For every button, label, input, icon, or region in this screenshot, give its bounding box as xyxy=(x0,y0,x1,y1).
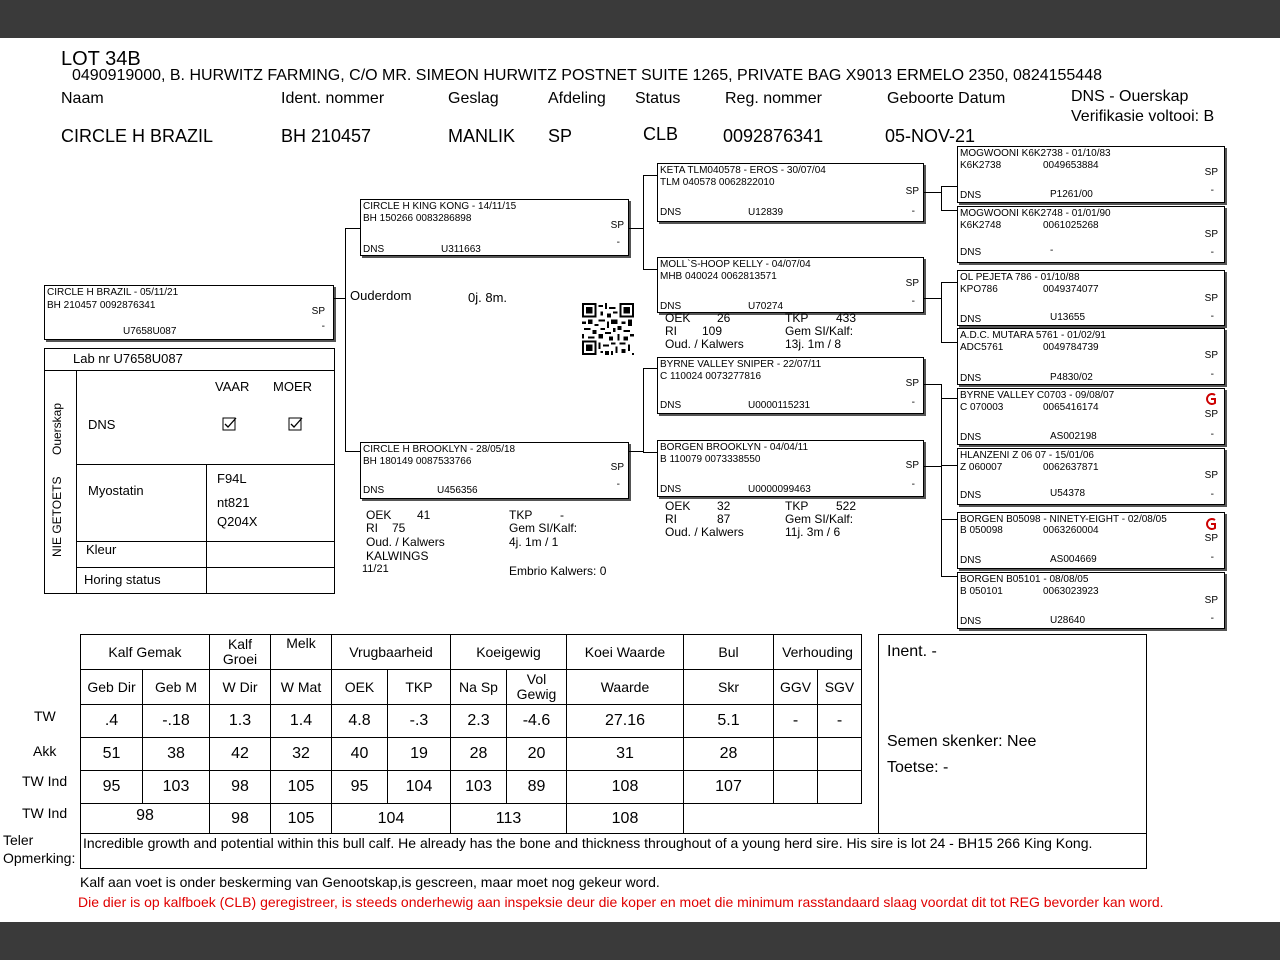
dam-ri-val: 75 xyxy=(392,521,406,535)
ggp-num: 0049374077 xyxy=(1043,284,1099,295)
gp-dns: DNS xyxy=(660,301,682,312)
ggp-id: C 070003 xyxy=(960,402,1004,413)
ggp-code: AS002198 xyxy=(1050,431,1097,442)
gp-dash: - xyxy=(911,479,915,490)
ebv-cell: 28 xyxy=(684,738,774,771)
ebv-cell xyxy=(774,738,818,771)
ebv-cell: 1.3 xyxy=(210,705,271,738)
ebv-cell: 108 xyxy=(567,771,684,804)
gp4-gem-label: Gem SI/Kalf: xyxy=(785,512,854,526)
ebv-cell: .4 xyxy=(81,705,143,738)
ebv-cell: 95 xyxy=(332,771,388,804)
ggp-dash: - xyxy=(1210,552,1214,563)
val-geboorte: 05-NOV-21 xyxy=(885,126,976,146)
inent: Inent. - xyxy=(887,643,937,660)
col-reg: Reg. nommer xyxy=(725,90,822,107)
dam-tkp-label: TKP xyxy=(509,508,533,522)
ebv-group-header: Koei Waarde xyxy=(567,635,684,670)
ebv-index-cell: 113 xyxy=(451,804,567,834)
ggp-code: - xyxy=(1050,245,1054,256)
dam-tkp-val: - xyxy=(560,508,564,522)
gp2-oek-val: 26 xyxy=(717,311,731,325)
gp4-oek-label: OEK xyxy=(665,499,691,513)
ebv-cell: 31 xyxy=(567,738,684,771)
dam-sp: SP xyxy=(610,462,624,473)
ggp-dash: - xyxy=(1210,369,1214,380)
opmerking-label: Opmerking: xyxy=(3,850,76,866)
ggp-box-4 xyxy=(957,328,1225,385)
myostatin-val-3: Q204X xyxy=(217,514,258,529)
ouderdom-label: Ouderdom xyxy=(350,288,412,303)
table-row xyxy=(81,705,862,738)
gp4-tkp-label: TKP xyxy=(785,499,809,513)
gp-box-3 xyxy=(657,357,924,414)
gp2-oud-label: Oud. / Kalwers xyxy=(665,337,744,351)
sire-dash: - xyxy=(616,237,620,248)
gp-id: B 110079 0073338550 xyxy=(660,454,761,465)
gp-title: MOLL`S-HOOP KELLY - 04/07/04 xyxy=(660,259,811,270)
animal-title: CIRCLE H BRAZIL - 05/11/21 xyxy=(47,287,179,298)
dam-embrio: Embrio Kalwers: 0 xyxy=(509,564,607,578)
teler-label: Teler xyxy=(3,832,34,848)
dam-kalwings-date: 11/21 xyxy=(362,563,389,575)
ggp-code: P4830/02 xyxy=(1050,372,1093,383)
ggp-id: B 050101 xyxy=(960,586,1003,597)
col-geslag: Geslag xyxy=(448,90,499,107)
lab-box xyxy=(44,348,335,594)
gp-box-2 xyxy=(657,257,924,313)
ggp-dns: DNS xyxy=(960,432,982,443)
ebv-cell: 38 xyxy=(143,738,210,771)
ebv-sub-header: TKP xyxy=(388,670,451,705)
ggp-box-1 xyxy=(957,146,1225,203)
dam-gem-label: Gem SI/Kalf: xyxy=(509,521,578,535)
gp4-gem-val: 11j. 3m / 6 xyxy=(785,525,841,539)
ouderdom-value: 0j. 8m. xyxy=(468,290,508,305)
col-afdeling: Afdeling xyxy=(548,90,606,107)
ouerskap-vlabel: Ouerskap xyxy=(50,402,64,455)
val-reg: 0092876341 xyxy=(723,126,824,146)
gp-dash: - xyxy=(911,296,915,307)
ebv-sub-header: Na Sp xyxy=(451,670,507,705)
ebv-cell: 89 xyxy=(507,771,567,804)
ggp-code: U13655 xyxy=(1050,312,1086,323)
gp-title: BORGEN BROOKLYN - 04/04/11 xyxy=(660,442,809,453)
ggp-dns: DNS xyxy=(960,555,982,566)
sire-id: BH 150266 0083286898 xyxy=(363,213,472,224)
dam-kalwings: KALWINGS xyxy=(366,549,429,563)
sire-dns: DNS xyxy=(363,244,385,255)
ggp-id: K6K2748 xyxy=(960,220,1002,231)
ggp-code: P1261/00 xyxy=(1050,189,1093,200)
ebv-sub-header: SGV xyxy=(818,670,862,705)
dam-id: BH 180149 0087533766 xyxy=(363,456,472,467)
ggp-num: 0049784739 xyxy=(1043,342,1099,353)
ggp-title: HLANZENI Z 06 07 - 15/01/06 xyxy=(960,450,1094,461)
ebv-group-header: Kalf Groei xyxy=(210,635,271,670)
row-label-tw-ind-2: TW Ind xyxy=(22,805,68,821)
gp-dns: DNS xyxy=(660,207,682,218)
gp-dash: - xyxy=(911,206,915,217)
gp2-ri-val: 109 xyxy=(702,324,723,338)
ebv-sub-header: W Mat xyxy=(271,670,332,705)
ebv-group-header: Verhouding xyxy=(774,635,862,670)
ggp-num: 0061025268 xyxy=(1043,220,1099,231)
table-row xyxy=(81,738,862,771)
ebv-cell: 1.4 xyxy=(271,705,332,738)
vaar-checkbox-icon xyxy=(222,417,238,433)
ggp-num: 0062637871 xyxy=(1043,462,1099,473)
dam-dash: - xyxy=(616,479,620,490)
ggp-box-6 xyxy=(957,448,1225,505)
ebv-cell: - xyxy=(818,705,862,738)
ebv-cell: 5.1 xyxy=(684,705,774,738)
val-status: CLB xyxy=(643,124,679,144)
remarks-box xyxy=(80,833,1147,869)
gp-title: KETA TLM040578 - EROS - 30/07/04 xyxy=(660,165,826,176)
gp-code: U0000099463 xyxy=(748,484,811,495)
row-label-tw-ind: TW Ind xyxy=(22,773,68,789)
ebv-cell: 4.8 xyxy=(332,705,388,738)
ggp-box-2 xyxy=(957,206,1225,263)
dam-dns: DNS xyxy=(363,485,385,496)
ggp-dash: - xyxy=(1210,489,1214,500)
col-naam: Naam xyxy=(61,90,104,107)
gp-id: MHB 040024 0062813571 xyxy=(660,271,777,282)
dam-oek-val: 41 xyxy=(417,508,431,522)
ggp-sp: SP xyxy=(1204,595,1218,606)
ggp-dash: - xyxy=(1210,311,1214,322)
semen-skenker: Semen skenker: Nee xyxy=(887,733,1037,750)
row-label-akk: Akk xyxy=(33,743,57,759)
ggp-sp: SP xyxy=(1204,293,1218,304)
ebv-sub-header: W Dir xyxy=(210,670,271,705)
ggp-id: K6K2738 xyxy=(960,160,1002,171)
dns-label: DNS xyxy=(88,417,116,432)
footer-note: Kalf aan voet is onder beskerming van Genootskap,is gescreen, maar moet nog gekeur word. xyxy=(80,874,660,890)
table-row xyxy=(81,771,862,804)
ggp-box-8 xyxy=(957,572,1225,629)
ggp-code: U54378 xyxy=(1050,488,1086,499)
ggp-title: MOGWOONI K6K2738 - 01/10/83 xyxy=(960,148,1111,159)
myostatin-val-2: nt821 xyxy=(217,495,250,510)
ebv-cell: 107 xyxy=(684,771,774,804)
ebv-cell: 103 xyxy=(143,771,210,804)
ggp-sp: SP xyxy=(1204,350,1218,361)
ebv-cell xyxy=(774,771,818,804)
gp-box-1 xyxy=(657,163,924,222)
gp-dns: DNS xyxy=(660,484,682,495)
gp-code: U70274 xyxy=(748,301,784,312)
sire-box xyxy=(360,199,629,256)
gp2-ri-label: RI xyxy=(665,324,677,338)
ebv-table xyxy=(80,634,862,834)
ggp-sp: SP xyxy=(1204,167,1218,178)
footer-warning: Die dier is op kalfboek (CLB) geregistreer, is steeds onderhewig aan inspeksie deur die koper en moet die minimum rasstandaard slaag voordat dit tot REG bevorder kan word. xyxy=(78,894,1164,910)
dam-title: CIRCLE H BROOKLYN - 28/05/18 xyxy=(363,444,516,455)
gp2-gem-val: 13j. 1m / 8 xyxy=(785,337,842,351)
dam-oek-label: OEK xyxy=(366,508,392,522)
ggp-code: U28640 xyxy=(1050,615,1086,626)
ebv-index-cell: 98 xyxy=(81,804,210,834)
gp-sp: SP xyxy=(905,278,919,289)
ebv-sub-header: Geb M xyxy=(143,670,210,705)
gp-title: BYRNE VALLEY SNIPER - 22/07/11 xyxy=(660,359,822,370)
verifikasie: Verifikasie voltooi: B xyxy=(1071,108,1215,125)
ebv-cell: 42 xyxy=(210,738,271,771)
ggp-sp: SP xyxy=(1204,533,1218,544)
dam-code: U456356 xyxy=(437,485,478,496)
sire-sp: SP xyxy=(610,220,624,231)
ggp-dns: DNS xyxy=(960,190,982,201)
ebv-sub-header: Geb Dir xyxy=(81,670,143,705)
animal-id: BH 210457 0092876341 xyxy=(47,300,156,311)
ebv-sub-header: Waarde xyxy=(567,670,684,705)
gp4-tkp-val: 522 xyxy=(836,499,857,513)
gp4-ri-val: 87 xyxy=(717,512,731,526)
ebv-index-cell: 98 xyxy=(210,804,271,834)
ggp-id: B 050098 xyxy=(960,525,1003,536)
kleur-label: Kleur xyxy=(86,542,117,557)
moer-label: MOER xyxy=(273,379,312,394)
row-label-tw: TW xyxy=(34,708,56,724)
ggp-dns: DNS xyxy=(960,247,982,258)
gp-sp: SP xyxy=(905,378,919,389)
ebv-group-header: Bul xyxy=(684,635,774,670)
bottom-bar xyxy=(0,922,1280,960)
animal-code: U7658U087 xyxy=(123,326,177,337)
ggp-dash: - xyxy=(1210,429,1214,440)
ebv-cell: 27.16 xyxy=(567,705,684,738)
dam-oud-label: Oud. / Kalwers xyxy=(366,535,445,549)
ggp-title: BYRNE VALLEY C0703 - 09/08/07 xyxy=(960,390,1115,401)
myostatin-val-1: F94L xyxy=(217,471,247,486)
dam-gem-val: 4j. 1m / 1 xyxy=(509,535,559,549)
ebv-index-cell: 105 xyxy=(271,804,332,834)
gp2-tkp-val: 433 xyxy=(836,311,857,325)
nie-getoets-vlabel: NIE GETOETS xyxy=(50,476,64,557)
ggp-dns: DNS xyxy=(960,616,982,627)
ggp-box-3 xyxy=(957,270,1225,326)
ggp-dns: DNS xyxy=(960,490,982,501)
ebv-cell: -.18 xyxy=(143,705,210,738)
ebv-cell: -.3 xyxy=(388,705,451,738)
ggp-id: ADC5761 xyxy=(960,342,1004,353)
ggp-dash: - xyxy=(1210,613,1214,624)
val-afdeling: SP xyxy=(548,126,573,146)
toetse: Toetse: - xyxy=(887,759,949,776)
lot-number: LOT 34B xyxy=(61,48,141,70)
animal-box xyxy=(44,285,334,340)
ggp-code: AS004669 xyxy=(1050,554,1097,565)
ebv-cell: 2.3 xyxy=(451,705,507,738)
ggp-num: 0065416174 xyxy=(1043,402,1099,413)
col-ident: Ident. nommer xyxy=(281,90,385,107)
gp2-gem-label: Gem SI/Kalf: xyxy=(785,324,854,338)
gp-box-4 xyxy=(657,440,924,497)
ebv-cell: 32 xyxy=(271,738,332,771)
sire-code: U311663 xyxy=(441,244,481,255)
ggp-sp: SP xyxy=(1204,229,1218,240)
ggp-box-5 xyxy=(957,388,1225,445)
ebv-cell: 19 xyxy=(388,738,451,771)
animal-sp: SP xyxy=(311,306,325,317)
lab-nr: Lab nr U7658U087 xyxy=(73,351,183,366)
ebv-index-cell: 108 xyxy=(567,804,684,834)
ebv-cell xyxy=(818,771,862,804)
ebv-cell: 105 xyxy=(271,771,332,804)
col-geboorte: Geboorte Datum xyxy=(887,90,1006,107)
ggp-title: BORGEN B05098 - NINETY-EIGHT - 02/08/05 xyxy=(960,514,1167,525)
ggp-num: 0063260004 xyxy=(1043,525,1099,536)
ebv-cell: 103 xyxy=(451,771,507,804)
sire-title: CIRCLE H KING KONG - 14/11/15 xyxy=(363,201,517,212)
ggp-sp: SP xyxy=(1204,470,1218,481)
ebv-group-header: Koeigewig xyxy=(451,635,567,670)
moer-checkbox-icon xyxy=(288,417,304,433)
ebv-group-header: Melk xyxy=(271,635,332,670)
remarks-text: Incredible growth and potential within this bull calf. He already has the bone and thickness throughout of a young herd sire. His sire is lot 24 - BH15 266 King Kong. xyxy=(83,835,1093,851)
ggp-title: A.D.C. MUTARA 5761 - 01/02/91 xyxy=(960,330,1106,341)
ebv-cell: 28 xyxy=(451,738,507,771)
ebv-index-cell: 104 xyxy=(332,804,451,834)
top-bar xyxy=(0,0,1280,38)
val-ident: BH 210457 xyxy=(281,126,372,146)
animal-dash: - xyxy=(321,321,325,332)
ebv-cell: 104 xyxy=(388,771,451,804)
myostatin-label: Myostatin xyxy=(88,483,144,498)
ggp-title: BORGEN B05101 - 08/08/05 xyxy=(960,574,1089,585)
ggp-id: Z 060007 xyxy=(960,462,1003,473)
dns-ouerskap-label: DNS - Ouerskap xyxy=(1071,88,1189,105)
col-status: Status xyxy=(635,90,681,107)
gp4-ri-label: RI xyxy=(665,512,677,526)
ggp-title: OL PEJETA 786 - 01/10/88 xyxy=(960,272,1080,283)
ebv-cell: 20 xyxy=(507,738,567,771)
ebv-cell: 98 xyxy=(210,771,271,804)
gp-code: U12839 xyxy=(748,207,784,218)
gp-id: TLM 040578 0062822010 xyxy=(660,177,775,188)
gp4-oud-label: Oud. / Kalwers xyxy=(665,525,744,539)
ebv-cell xyxy=(818,738,862,771)
ggp-dns: DNS xyxy=(960,373,982,384)
ebv-sub-header: OEK xyxy=(332,670,388,705)
gp-dns: DNS xyxy=(660,400,682,411)
ebv-cell: -4.6 xyxy=(507,705,567,738)
ebv-sub-header: Vol Gewig xyxy=(507,670,567,705)
horing-label: Horing status xyxy=(84,572,161,587)
qr-code-icon xyxy=(582,303,634,355)
gp-dash: - xyxy=(911,397,915,408)
dam-ri-label: RI xyxy=(366,521,378,535)
ebv-group-header: Vrugbaarheid xyxy=(332,635,451,670)
ebv-cell: 51 xyxy=(81,738,143,771)
ebv-cell: - xyxy=(774,705,818,738)
val-naam: CIRCLE H BRAZIL xyxy=(61,126,214,146)
gp-code: U0000115231 xyxy=(748,400,811,411)
ggp-box-7 xyxy=(957,512,1225,569)
ebv-cell: 95 xyxy=(81,771,143,804)
genomics-icon xyxy=(1204,517,1218,531)
ggp-id: KPO786 xyxy=(960,284,998,295)
dam-box xyxy=(360,442,629,499)
ggp-dns: DNS xyxy=(960,314,982,325)
ggp-num: 0049653884 xyxy=(1043,160,1099,171)
gp-id: C 110024 0073277816 xyxy=(660,371,762,382)
ebv-group-header: Kalf Gemak xyxy=(81,635,210,670)
gp-sp: SP xyxy=(905,186,919,197)
ggp-dash: - xyxy=(1210,247,1214,258)
gp2-tkp-label: TKP xyxy=(785,311,809,325)
gp4-oek-val: 32 xyxy=(717,499,731,513)
ggp-sp: SP xyxy=(1204,409,1218,420)
vaar-label: VAAR xyxy=(215,379,250,394)
gp-sp: SP xyxy=(905,460,919,471)
gp2-oek-label: OEK xyxy=(665,311,691,325)
genomics-icon xyxy=(1204,392,1218,406)
ebv-sub-header: Skr xyxy=(684,670,774,705)
info-box xyxy=(878,634,1147,834)
ggp-num: 0063023923 xyxy=(1043,586,1099,597)
ggp-dash: - xyxy=(1210,185,1214,196)
ggp-title: MOGWOONI K6K2748 - 01/01/90 xyxy=(960,208,1111,219)
val-geslag: MANLIK xyxy=(448,126,516,146)
table-row xyxy=(81,804,862,834)
ebv-sub-header: GGV xyxy=(774,670,818,705)
ebv-cell: 40 xyxy=(332,738,388,771)
owner-line: 0490919000, B. HURWITZ FARMING, C/O MR. SIMEON HURWITZ POSTNET SUITE 1265, PRIVATE BAG X9013 ERMELO 2350, 0824155448 xyxy=(72,67,1102,84)
